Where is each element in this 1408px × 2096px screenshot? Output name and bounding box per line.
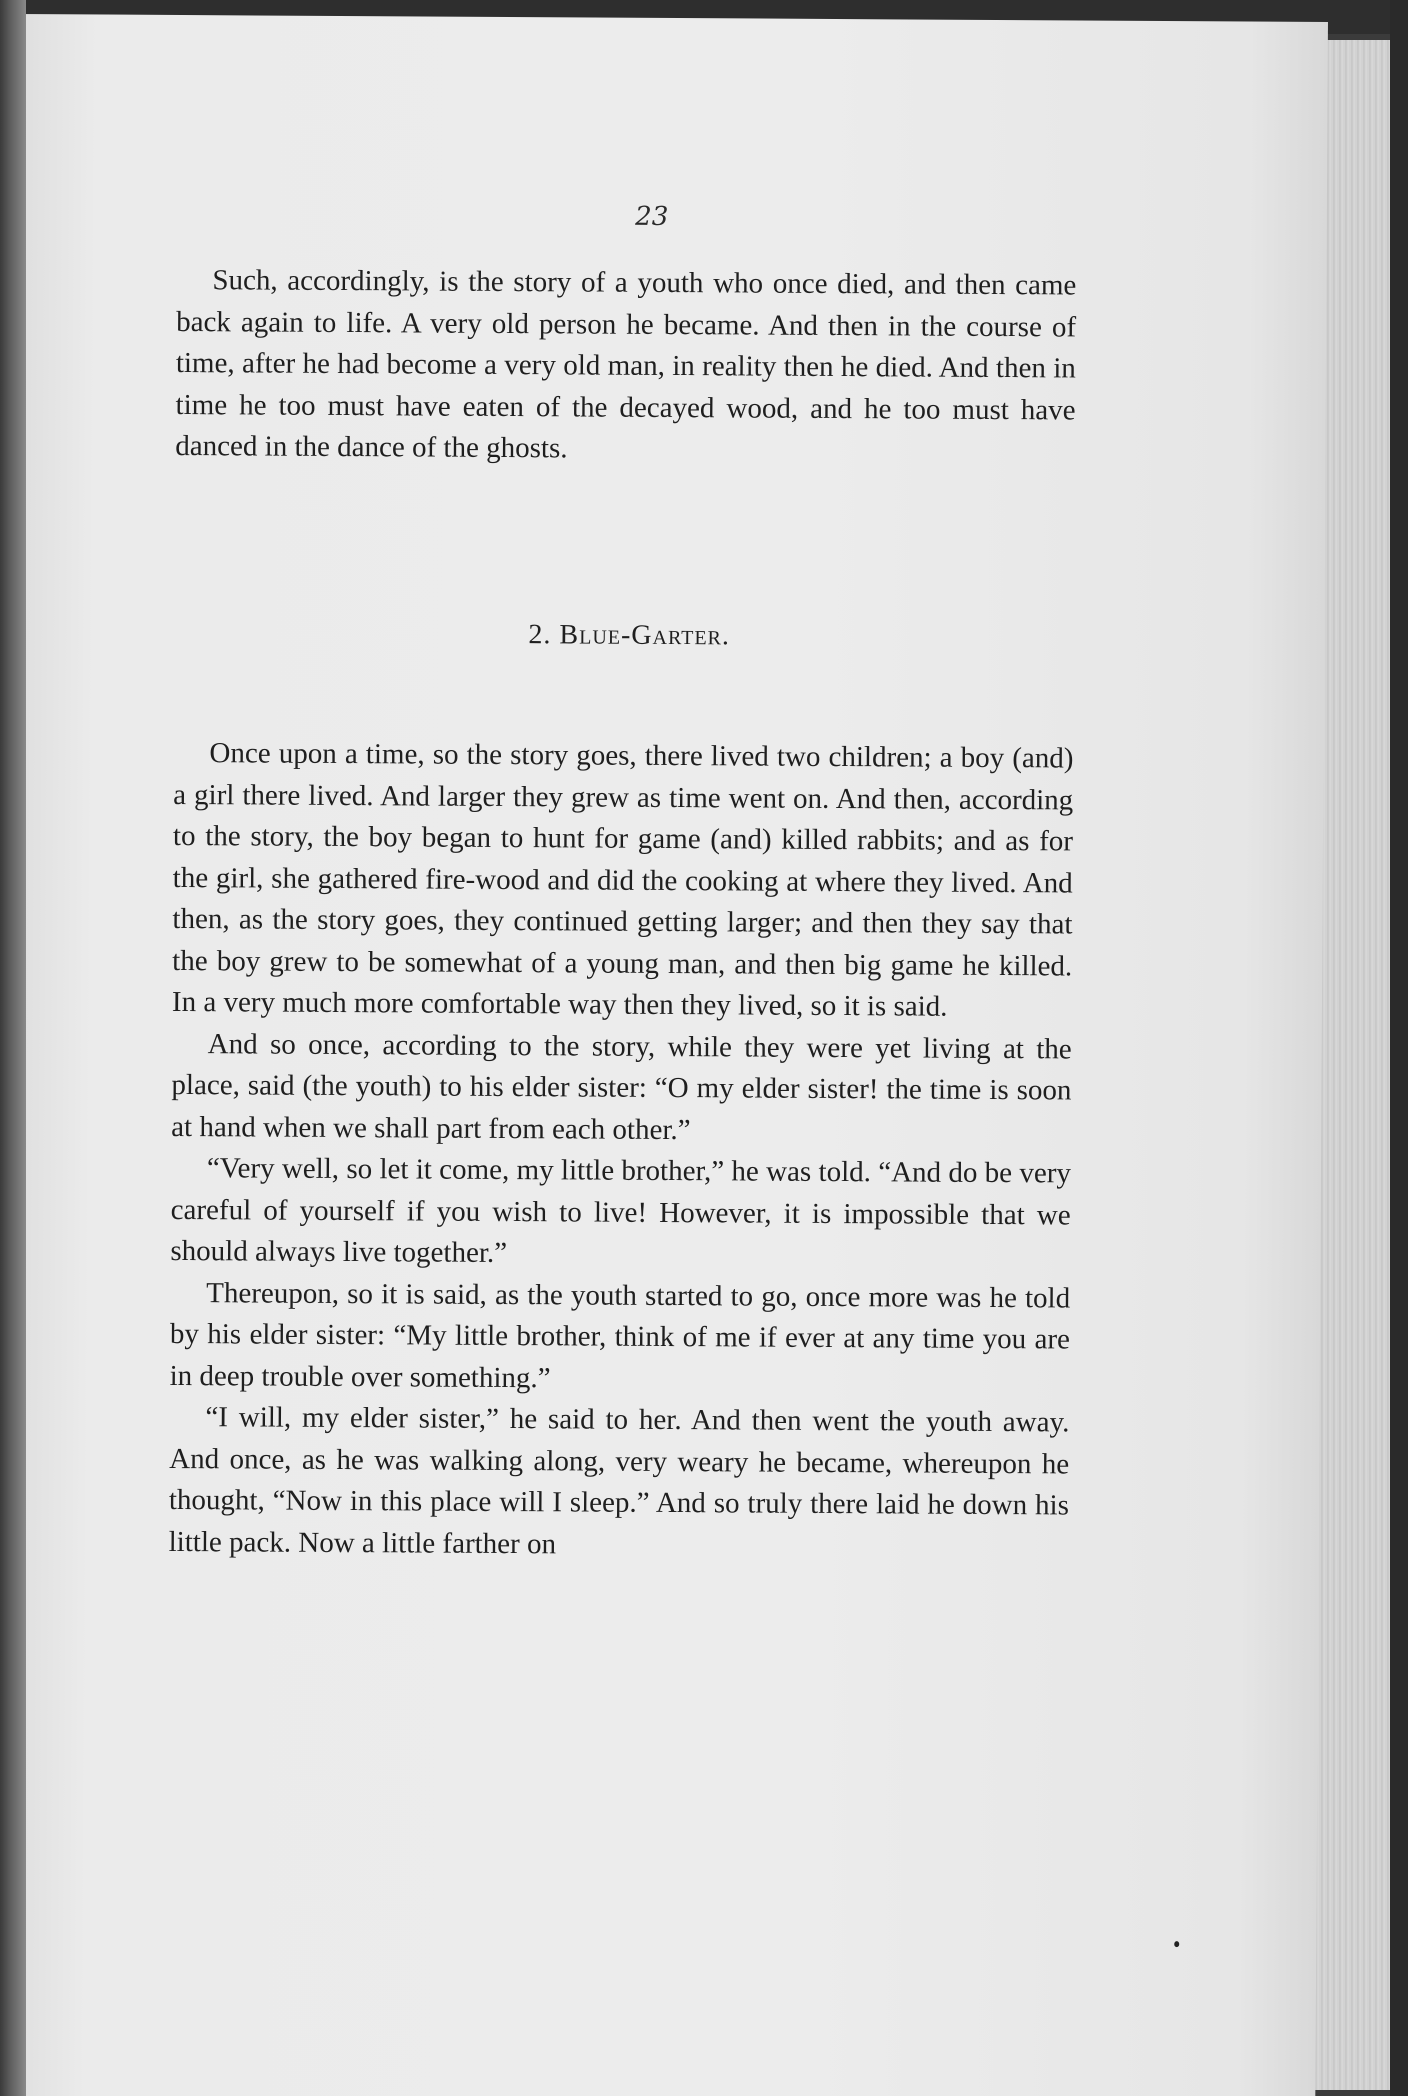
story-paragraph: And so once, according to the story, while they were yet living at the place, said (the youth) to his elder sister: “O my elder sister! the time is soon at hand when we shall part from each other.” xyxy=(171,1027,1072,1146)
book-binding-edge xyxy=(0,0,26,2096)
story-paragraph: Thereupon, so it is said, as the youth started to go, once more was he told by his elder sister: “My little brother, think of me if ever at any time you are in deep trouble over something.” xyxy=(169,1276,1071,1394)
story-paragraph: “Very well, so let it come, my little brother,” he was told. “And do be very careful of yourself if you wish to live! However, it is impossible that we should always live together.” xyxy=(170,1152,1072,1270)
scan-right-edge xyxy=(1390,0,1408,2096)
top-paragraph: Such, accordingly, is the story of a youth who once died, and then came back again to life. A very old person he became. And then in the course of time, after he had become a very old man, in reality then he died. And then in time he too must have eaten of the decayed wood, and he too must have danced in the dance of the ghosts. xyxy=(175,264,1077,465)
story-body xyxy=(169,733,1074,1568)
page xyxy=(5,14,1328,2096)
top-paragraph-block xyxy=(175,260,1076,473)
section-heading: 2. Blue-Garter. xyxy=(528,619,731,652)
story-paragraph: “I will, my elder sister,” he said to her. And then went the youth away. And once, as he was walking along, very weary he became, whereupon he thought, “Now in this place will I sleep.” And so truly there laid he down his little pack. Now a little farther on xyxy=(168,1401,1070,1560)
page-number: 23 xyxy=(635,201,669,232)
ink-speck xyxy=(1174,1941,1179,1947)
story-paragraph: Once upon a time, so the story goes, there lived two children; a boy (and) a girl there lived. And larger they grew as time went on. And then, according to the story, the boy began to hunt for game (and) killed rabbits; and as for the girl, she gathered fire-wood and did the cooking at where they lived. And then, as the story goes, they continued getting larger; and then they say that the boy grew to be somewhat of a young man, and then big game he killed. In a very much more comfortable way then they lived, so it is said. xyxy=(171,737,1074,1023)
